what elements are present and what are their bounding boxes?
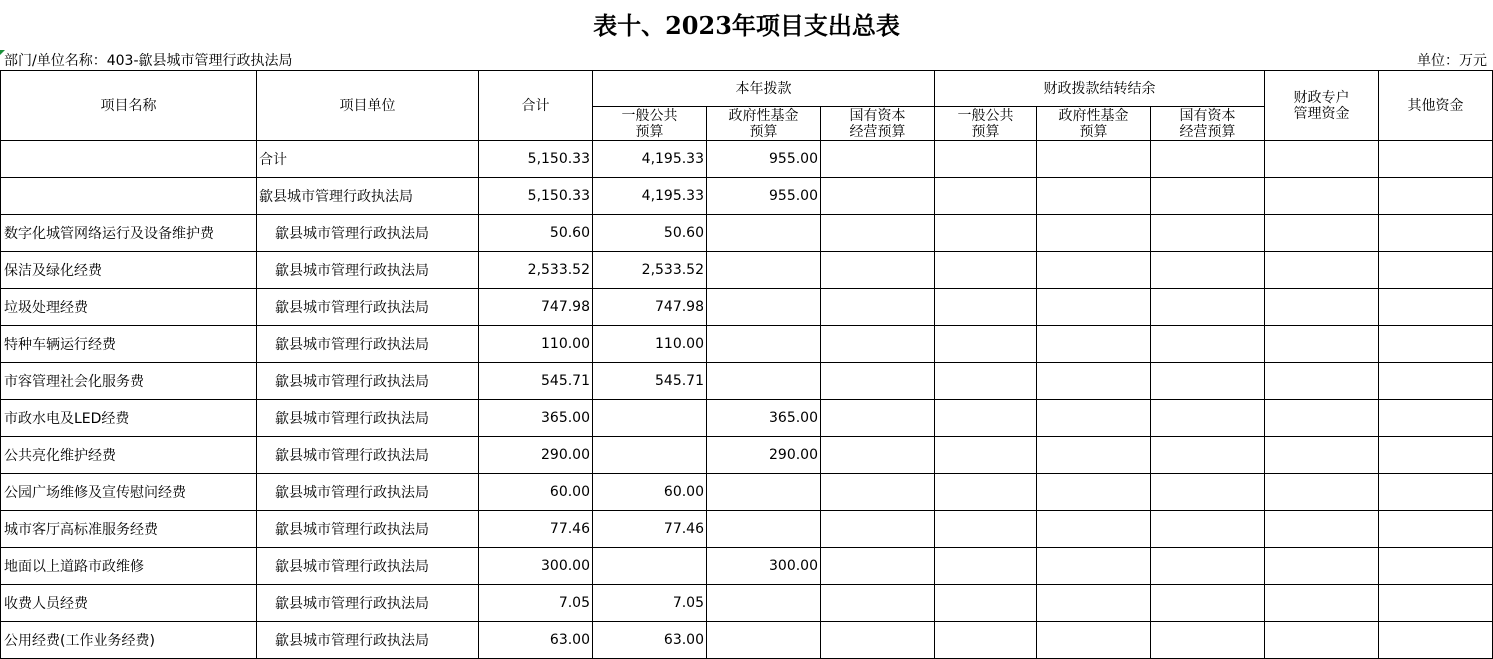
table-row — [1, 585, 1493, 622]
cell-general-public[interactable]: 77.46 — [593, 511, 707, 548]
table-row — [1, 474, 1493, 511]
cell-empty[interactable] — [1379, 252, 1493, 289]
cell-gov-fund[interactable] — [707, 622, 821, 659]
cell-project-name[interactable]: 数字化城管网络运行及设备维护费 — [1, 215, 257, 252]
header-total: 合计 — [479, 71, 593, 141]
project-expenditure-table — [0, 70, 1493, 659]
cell-general-public[interactable]: 110.00 — [593, 326, 707, 363]
cell-gov-fund[interactable] — [707, 215, 821, 252]
cell-project-name[interactable]: 市政水电及LED经费 — [1, 400, 257, 437]
table-row — [1, 252, 1493, 289]
header-general-public: 一般公共预算 — [593, 107, 707, 141]
cell-general-public[interactable]: 7.05 — [593, 585, 707, 622]
cell-project-name[interactable]: 公共亮化维护经费 — [1, 437, 257, 474]
cell-empty[interactable] — [1151, 548, 1265, 585]
header-carryover: 财政拨款结转结余 — [935, 71, 1265, 107]
cell-empty[interactable] — [935, 326, 1037, 363]
cell-project-unit[interactable]: 歙县城市管理行政执法局 — [257, 326, 479, 363]
cell-empty[interactable] — [821, 437, 935, 474]
cell-empty[interactable] — [1379, 585, 1493, 622]
cell-empty[interactable] — [1265, 363, 1379, 400]
cell-empty[interactable] — [1037, 400, 1151, 437]
table-body — [1, 141, 1493, 659]
cell-empty[interactable] — [1151, 474, 1265, 511]
cell-gov-fund[interactable]: 290.00 — [707, 437, 821, 474]
cell-total[interactable]: 110.00 — [479, 326, 593, 363]
table-row — [1, 363, 1493, 400]
cell-empty[interactable] — [1037, 548, 1151, 585]
cell-empty[interactable] — [935, 622, 1037, 659]
cell-empty[interactable] — [1379, 326, 1493, 363]
cell-project-name[interactable]: 地面以上道路市政维修 — [1, 548, 257, 585]
cell-project-name[interactable]: 特种车辆运行经费 — [1, 326, 257, 363]
cell-project-unit[interactable]: 歙县城市管理行政执法局 — [257, 363, 479, 400]
cell-total[interactable]: 77.46 — [479, 511, 593, 548]
cell-empty[interactable] — [1037, 215, 1151, 252]
cell-empty[interactable] — [1151, 326, 1265, 363]
cell-empty[interactable] — [821, 511, 935, 548]
header-cg-general-public: 一般公共预算 — [935, 107, 1037, 141]
cell-gov-fund[interactable] — [707, 363, 821, 400]
table-row — [1, 548, 1493, 585]
cell-project-name[interactable]: 城市客厅高标准服务经费 — [1, 511, 257, 548]
cell-project-name[interactable]: 保洁及绿化经费 — [1, 252, 257, 289]
cell-general-public[interactable]: 4,195.33 — [593, 178, 707, 215]
cell-general-public[interactable]: 60.00 — [593, 474, 707, 511]
cell-gov-fund[interactable]: 365.00 — [707, 400, 821, 437]
cell-project-unit[interactable]: 歙县城市管理行政执法局 — [257, 215, 479, 252]
cell-empty[interactable] — [821, 548, 935, 585]
header-gov-fund: 政府性基金预算 — [707, 107, 821, 141]
cell-empty[interactable] — [1379, 400, 1493, 437]
cell-total[interactable]: 5,150.33 — [479, 178, 593, 215]
cell-empty[interactable] — [935, 511, 1037, 548]
cell-empty[interactable] — [935, 585, 1037, 622]
cell-empty[interactable] — [1265, 141, 1379, 178]
cell-general-public[interactable]: 50.60 — [593, 215, 707, 252]
cell-total[interactable]: 747.98 — [479, 289, 593, 326]
cell-empty[interactable] — [821, 289, 935, 326]
cell-empty[interactable] — [1151, 178, 1265, 215]
cell-total[interactable]: 63.00 — [479, 622, 593, 659]
cell-project-name[interactable] — [1, 178, 257, 215]
cell-general-public[interactable] — [593, 400, 707, 437]
cell-empty[interactable] — [1037, 141, 1151, 178]
cell-project-name[interactable]: 公园广场维修及宣传慰问经费 — [1, 474, 257, 511]
cell-empty[interactable] — [1151, 141, 1265, 178]
cell-project-unit[interactable]: 歙县城市管理行政执法局 — [257, 252, 479, 289]
cell-empty[interactable] — [1037, 326, 1151, 363]
cell-empty[interactable] — [1265, 474, 1379, 511]
cell-total[interactable]: 300.00 — [479, 548, 593, 585]
cell-empty[interactable] — [1151, 437, 1265, 474]
header-current-year: 本年拨款 — [593, 71, 935, 107]
cell-empty[interactable] — [1379, 437, 1493, 474]
cell-empty[interactable] — [1037, 437, 1151, 474]
cell-total[interactable]: 545.71 — [479, 363, 593, 400]
cell-empty[interactable] — [1151, 511, 1265, 548]
cell-empty[interactable] — [1151, 215, 1265, 252]
table-row — [1, 622, 1493, 659]
cell-empty[interactable] — [1265, 548, 1379, 585]
cell-empty[interactable] — [1265, 585, 1379, 622]
cell-total[interactable]: 7.05 — [479, 585, 593, 622]
cell-project-name[interactable]: 市容管理社会化服务费 — [1, 363, 257, 400]
cell-empty[interactable] — [821, 326, 935, 363]
cell-empty[interactable] — [1265, 178, 1379, 215]
header-cg-gov-fund: 政府性基金预算 — [1037, 107, 1151, 141]
table-row — [1, 511, 1493, 548]
cell-general-public[interactable]: 545.71 — [593, 363, 707, 400]
cell-project-unit[interactable]: 合计 — [257, 141, 479, 178]
cell-general-public[interactable]: 4,195.33 — [593, 141, 707, 178]
cell-empty[interactable] — [935, 252, 1037, 289]
cell-empty[interactable] — [821, 215, 935, 252]
cell-empty[interactable] — [1265, 252, 1379, 289]
cell-empty[interactable] — [1151, 363, 1265, 400]
cell-empty[interactable] — [1379, 289, 1493, 326]
cell-general-public[interactable]: 2,533.52 — [593, 252, 707, 289]
cell-project-name[interactable] — [1, 141, 257, 178]
header-cg-state-capital: 国有资本经营预算 — [1151, 107, 1265, 141]
cell-empty[interactable] — [1151, 252, 1265, 289]
cell-empty[interactable] — [935, 474, 1037, 511]
cell-empty[interactable] — [1379, 474, 1493, 511]
cell-empty[interactable] — [1379, 548, 1493, 585]
cell-total[interactable]: 290.00 — [479, 437, 593, 474]
cell-empty[interactable] — [821, 622, 935, 659]
cell-general-public[interactable]: 747.98 — [593, 289, 707, 326]
cell-empty[interactable] — [935, 178, 1037, 215]
cell-empty[interactable] — [935, 289, 1037, 326]
cell-total[interactable]: 60.00 — [479, 474, 593, 511]
table-row — [1, 400, 1493, 437]
cell-empty[interactable] — [935, 548, 1037, 585]
cell-general-public[interactable] — [593, 437, 707, 474]
cell-empty[interactable] — [1379, 511, 1493, 548]
cell-project-unit[interactable]: 歙县城市管理行政执法局 — [257, 622, 479, 659]
header-other-funds: 其他资金 — [1379, 71, 1493, 141]
cell-empty[interactable] — [1151, 289, 1265, 326]
cell-empty[interactable] — [1151, 622, 1265, 659]
cell-empty[interactable] — [1265, 215, 1379, 252]
table-row — [1, 326, 1493, 363]
cell-gov-fund[interactable] — [707, 289, 821, 326]
cell-empty[interactable] — [935, 141, 1037, 178]
cell-empty[interactable] — [1379, 363, 1493, 400]
table-row-subtotal — [1, 178, 1493, 215]
cell-gov-fund[interactable] — [707, 585, 821, 622]
cell-total[interactable]: 2,533.52 — [479, 252, 593, 289]
cell-empty[interactable] — [935, 400, 1037, 437]
header-project-unit: 项目单位 — [257, 71, 479, 141]
cell-project-unit[interactable]: 歙县城市管理行政执法局 — [257, 474, 479, 511]
cell-empty[interactable] — [1037, 474, 1151, 511]
cell-total[interactable]: 5,150.33 — [479, 141, 593, 178]
cell-empty[interactable] — [1265, 622, 1379, 659]
cell-empty[interactable] — [1379, 141, 1493, 178]
cell-project-unit[interactable]: 歙县城市管理行政执法局 — [257, 548, 479, 585]
page-title: 表十、2023年项目支出总表 — [593, 11, 900, 40]
cell-empty[interactable] — [1037, 363, 1151, 400]
header-state-capital: 国有资本经营预算 — [821, 107, 935, 141]
cell-gov-fund[interactable] — [707, 252, 821, 289]
cell-gov-fund[interactable] — [707, 474, 821, 511]
cell-empty[interactable] — [1265, 437, 1379, 474]
cell-project-unit[interactable]: 歙县城市管理行政执法局 — [257, 178, 479, 215]
cell-empty[interactable] — [1037, 511, 1151, 548]
cell-project-name[interactable]: 公用经费(工作业务经费) — [1, 622, 257, 659]
cell-project-unit[interactable]: 歙县城市管理行政执法局 — [257, 400, 479, 437]
cell-empty[interactable] — [1037, 585, 1151, 622]
cell-empty[interactable] — [821, 178, 935, 215]
table-row — [1, 289, 1493, 326]
cell-project-name[interactable]: 收费人员经费 — [1, 585, 257, 622]
cell-empty[interactable] — [821, 252, 935, 289]
cell-general-public[interactable]: 63.00 — [593, 622, 707, 659]
table-row — [1, 437, 1493, 474]
table-row — [1, 215, 1493, 252]
department-label: 部门/单位名称：403-歙县城市管理行政执法局 — [4, 53, 293, 69]
cell-project-unit[interactable]: 歙县城市管理行政执法局 — [257, 437, 479, 474]
cell-empty[interactable] — [1037, 622, 1151, 659]
cell-empty[interactable] — [1037, 252, 1151, 289]
cell-empty[interactable] — [1037, 289, 1151, 326]
cell-empty[interactable] — [821, 585, 935, 622]
cell-empty[interactable] — [1265, 400, 1379, 437]
cell-project-unit[interactable]: 歙县城市管理行政执法局 — [257, 511, 479, 548]
cell-project-name[interactable]: 垃圾处理经费 — [1, 289, 257, 326]
cell-empty[interactable] — [821, 363, 935, 400]
cell-gov-fund[interactable] — [707, 511, 821, 548]
cell-project-unit[interactable]: 歙县城市管理行政执法局 — [257, 289, 479, 326]
header-project-name: 项目名称 — [1, 71, 257, 141]
cell-gov-fund[interactable]: 955.00 — [707, 178, 821, 215]
cell-empty[interactable] — [821, 400, 935, 437]
header-special-funds: 财政专户管理资金 — [1265, 71, 1379, 141]
cell-empty[interactable] — [935, 215, 1037, 252]
table-row-total — [1, 141, 1493, 178]
cell-gov-fund[interactable]: 955.00 — [707, 141, 821, 178]
cell-empty[interactable] — [1379, 178, 1493, 215]
cell-empty[interactable] — [1265, 289, 1379, 326]
unit-label: 单位：万元 — [1417, 53, 1487, 69]
cell-total[interactable]: 365.00 — [479, 400, 593, 437]
cell-empty[interactable] — [1379, 622, 1493, 659]
cell-empty[interactable] — [935, 363, 1037, 400]
cell-empty[interactable] — [1379, 215, 1493, 252]
cell-empty[interactable] — [821, 141, 935, 178]
cell-empty[interactable] — [821, 474, 935, 511]
cell-total[interactable]: 50.60 — [479, 215, 593, 252]
cell-empty[interactable] — [1265, 511, 1379, 548]
cell-gov-fund[interactable] — [707, 326, 821, 363]
cell-gov-fund[interactable]: 300.00 — [707, 548, 821, 585]
cell-empty[interactable] — [935, 437, 1037, 474]
cell-empty[interactable] — [1151, 400, 1265, 437]
cell-general-public[interactable] — [593, 548, 707, 585]
cell-empty[interactable] — [1265, 326, 1379, 363]
cell-empty[interactable] — [1151, 585, 1265, 622]
cell-empty[interactable] — [1037, 178, 1151, 215]
cell-project-unit[interactable]: 歙县城市管理行政执法局 — [257, 585, 479, 622]
